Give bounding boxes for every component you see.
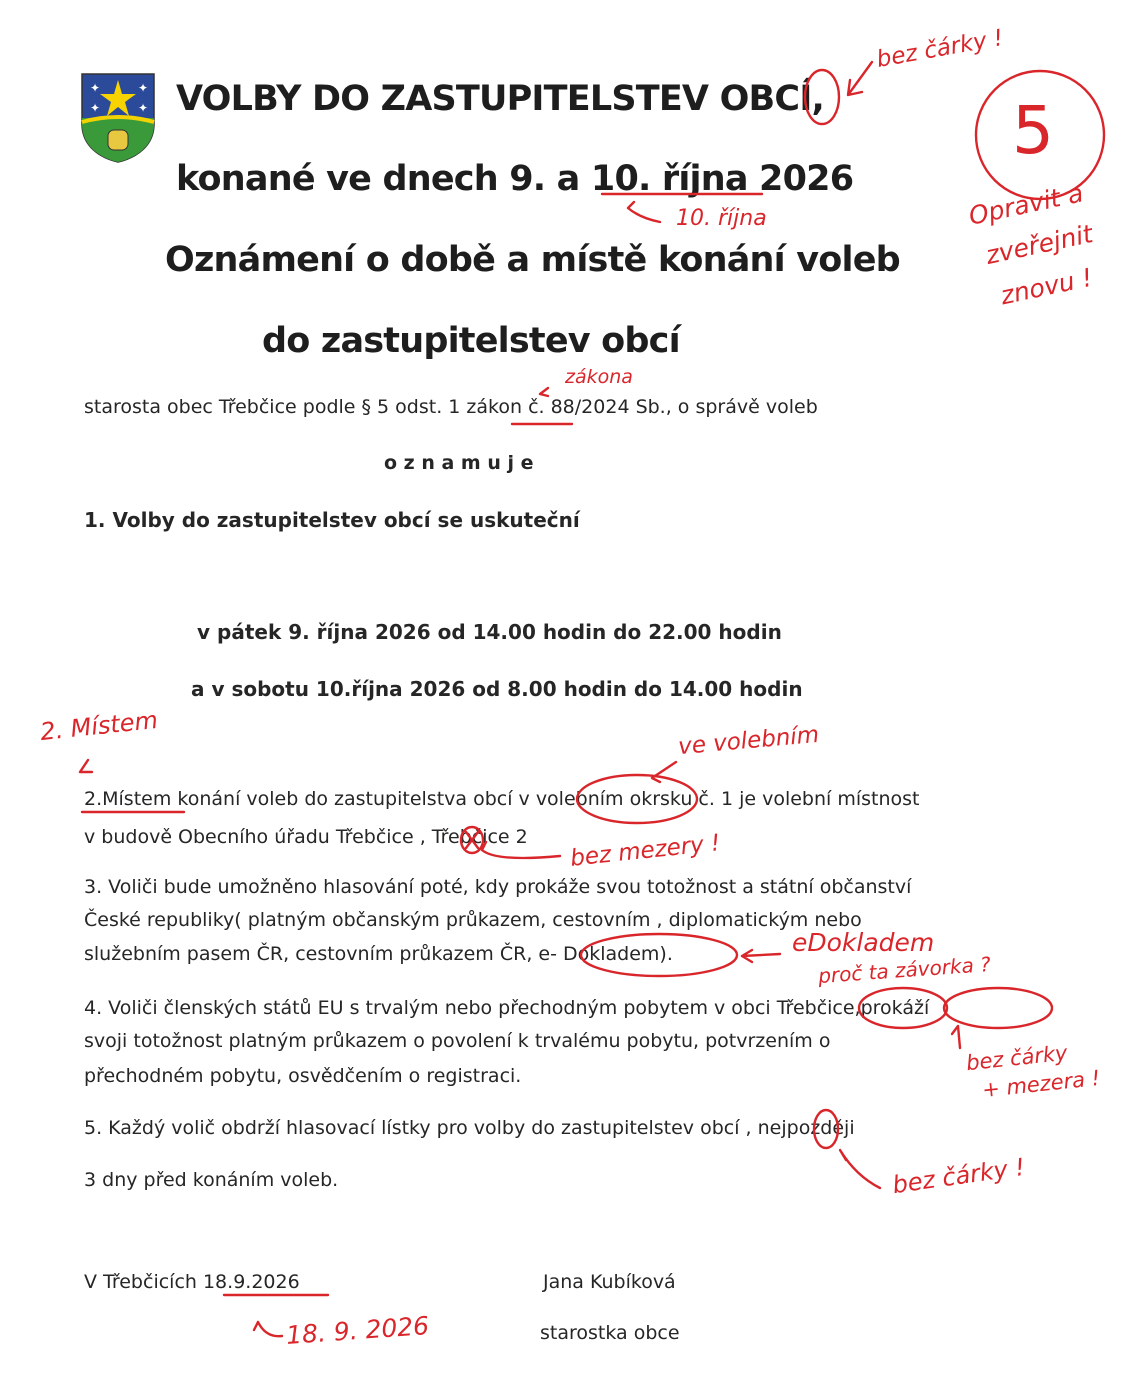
correction-fix-publish-1: Opravit a: [966, 178, 1086, 231]
announces-label: o z n a m u j e: [384, 452, 534, 474]
item-5-line-2: 3 dny před konáním voleb.: [84, 1169, 339, 1191]
correction-fix-publish-3: znovu !: [998, 262, 1095, 311]
svg-text:✦: ✦: [138, 101, 149, 115]
correction-october-10: 10. října: [676, 206, 767, 231]
intro-text: starosta obec Třebčice podle § 5 odst. 1 zákon č. 88/2024 Sb., o správě voleb: [84, 396, 818, 418]
item-3-line-3: služebním pasem ČR, cestovním průkazem ČR, e- Dokladem).: [84, 943, 673, 965]
item-3-line-2: České republiky( platným občanským průkazem, cestovním , diplomatickým nebo: [84, 909, 862, 931]
correction-no-comma-space-1: bez čárky: [965, 1040, 1069, 1076]
item-5-line-1: 5. Každý volič obdrží hlasovací lístky pro volby do zastupitelstev obcí , nejpozději: [84, 1117, 855, 1139]
correction-why-bracket: proč ta závorka ?: [817, 952, 992, 988]
item-4-line-3: přechodném pobytu, osvědčením o registraci.: [84, 1065, 522, 1087]
correction-ve-volebnim: ve volebním: [677, 721, 821, 761]
signature-role: starostka obce: [540, 1322, 680, 1344]
item-3-line-1: 3. Voliči bude umožněno hlasování poté, kdy prokáže svou totožnost a státní občanství: [84, 876, 912, 898]
correction-no-comma-space-2: + mezera !: [981, 1065, 1102, 1103]
item-4-line-2: svoji totožnost platným průkazem o povolení k trvalému pobytu, potvrzením o: [84, 1030, 831, 1052]
date-friday: v pátek 9. října 2026 od 14.00 hodin do 22.00 hodin: [197, 620, 782, 644]
correction-mistem: 2. Místem: [38, 705, 160, 747]
svg-text:✦: ✦: [90, 81, 101, 95]
item-2-line-1: 2.Místem konání voleb do zastupitelstva obcí v volebním okrsku č. 1 je volební místnost: [84, 788, 920, 810]
correction-edokladem: eDokladem: [792, 928, 935, 957]
date-saturday: a v sobotu 10.října 2026 od 8.00 hodin do 14.00 hodin: [191, 677, 803, 701]
grade-mark: 5: [1012, 92, 1054, 169]
svg-text:✦: ✦: [138, 81, 149, 95]
title-line-3: Oznámení o době a místě konání voleb: [165, 240, 900, 280]
item-1: 1. Volby do zastupitelstev obcí se uskuteční: [84, 508, 580, 532]
title-line-1: VOLBY DO ZASTUPITELSTEV OBCÍ,: [176, 79, 825, 119]
item-4-line-1: 4. Voliči členských států EU s trvalým nebo přechodným pobytem v obci Třebčice,prokáží: [84, 997, 930, 1019]
svg-text:✦: ✦: [90, 101, 101, 115]
correction-fix-publish-2: zveřejnit: [983, 219, 1096, 270]
item-2-line-2: v budově Obecního úřadu Třebčice , Třebčice 2: [84, 826, 528, 848]
correction-no-comma-item-5: bez čárky !: [890, 1152, 1027, 1200]
correction-date-fix: 18. 9. 2026: [285, 1311, 430, 1350]
place-and-date: V Třebčicích 18.9.2026: [84, 1271, 300, 1293]
correction-no-space: bez mezery !: [569, 830, 722, 872]
title-line-4: do zastupitelstev obcí: [262, 321, 680, 361]
correction-zakona: zákona: [565, 366, 633, 388]
signature-name: Jana Kubíková: [543, 1271, 676, 1293]
title-line-2: konané ve dnech 9. a 10. října 2026: [176, 159, 854, 199]
municipal-crest: [80, 72, 156, 164]
correction-no-comma-title: bez čárky !: [874, 25, 1006, 73]
